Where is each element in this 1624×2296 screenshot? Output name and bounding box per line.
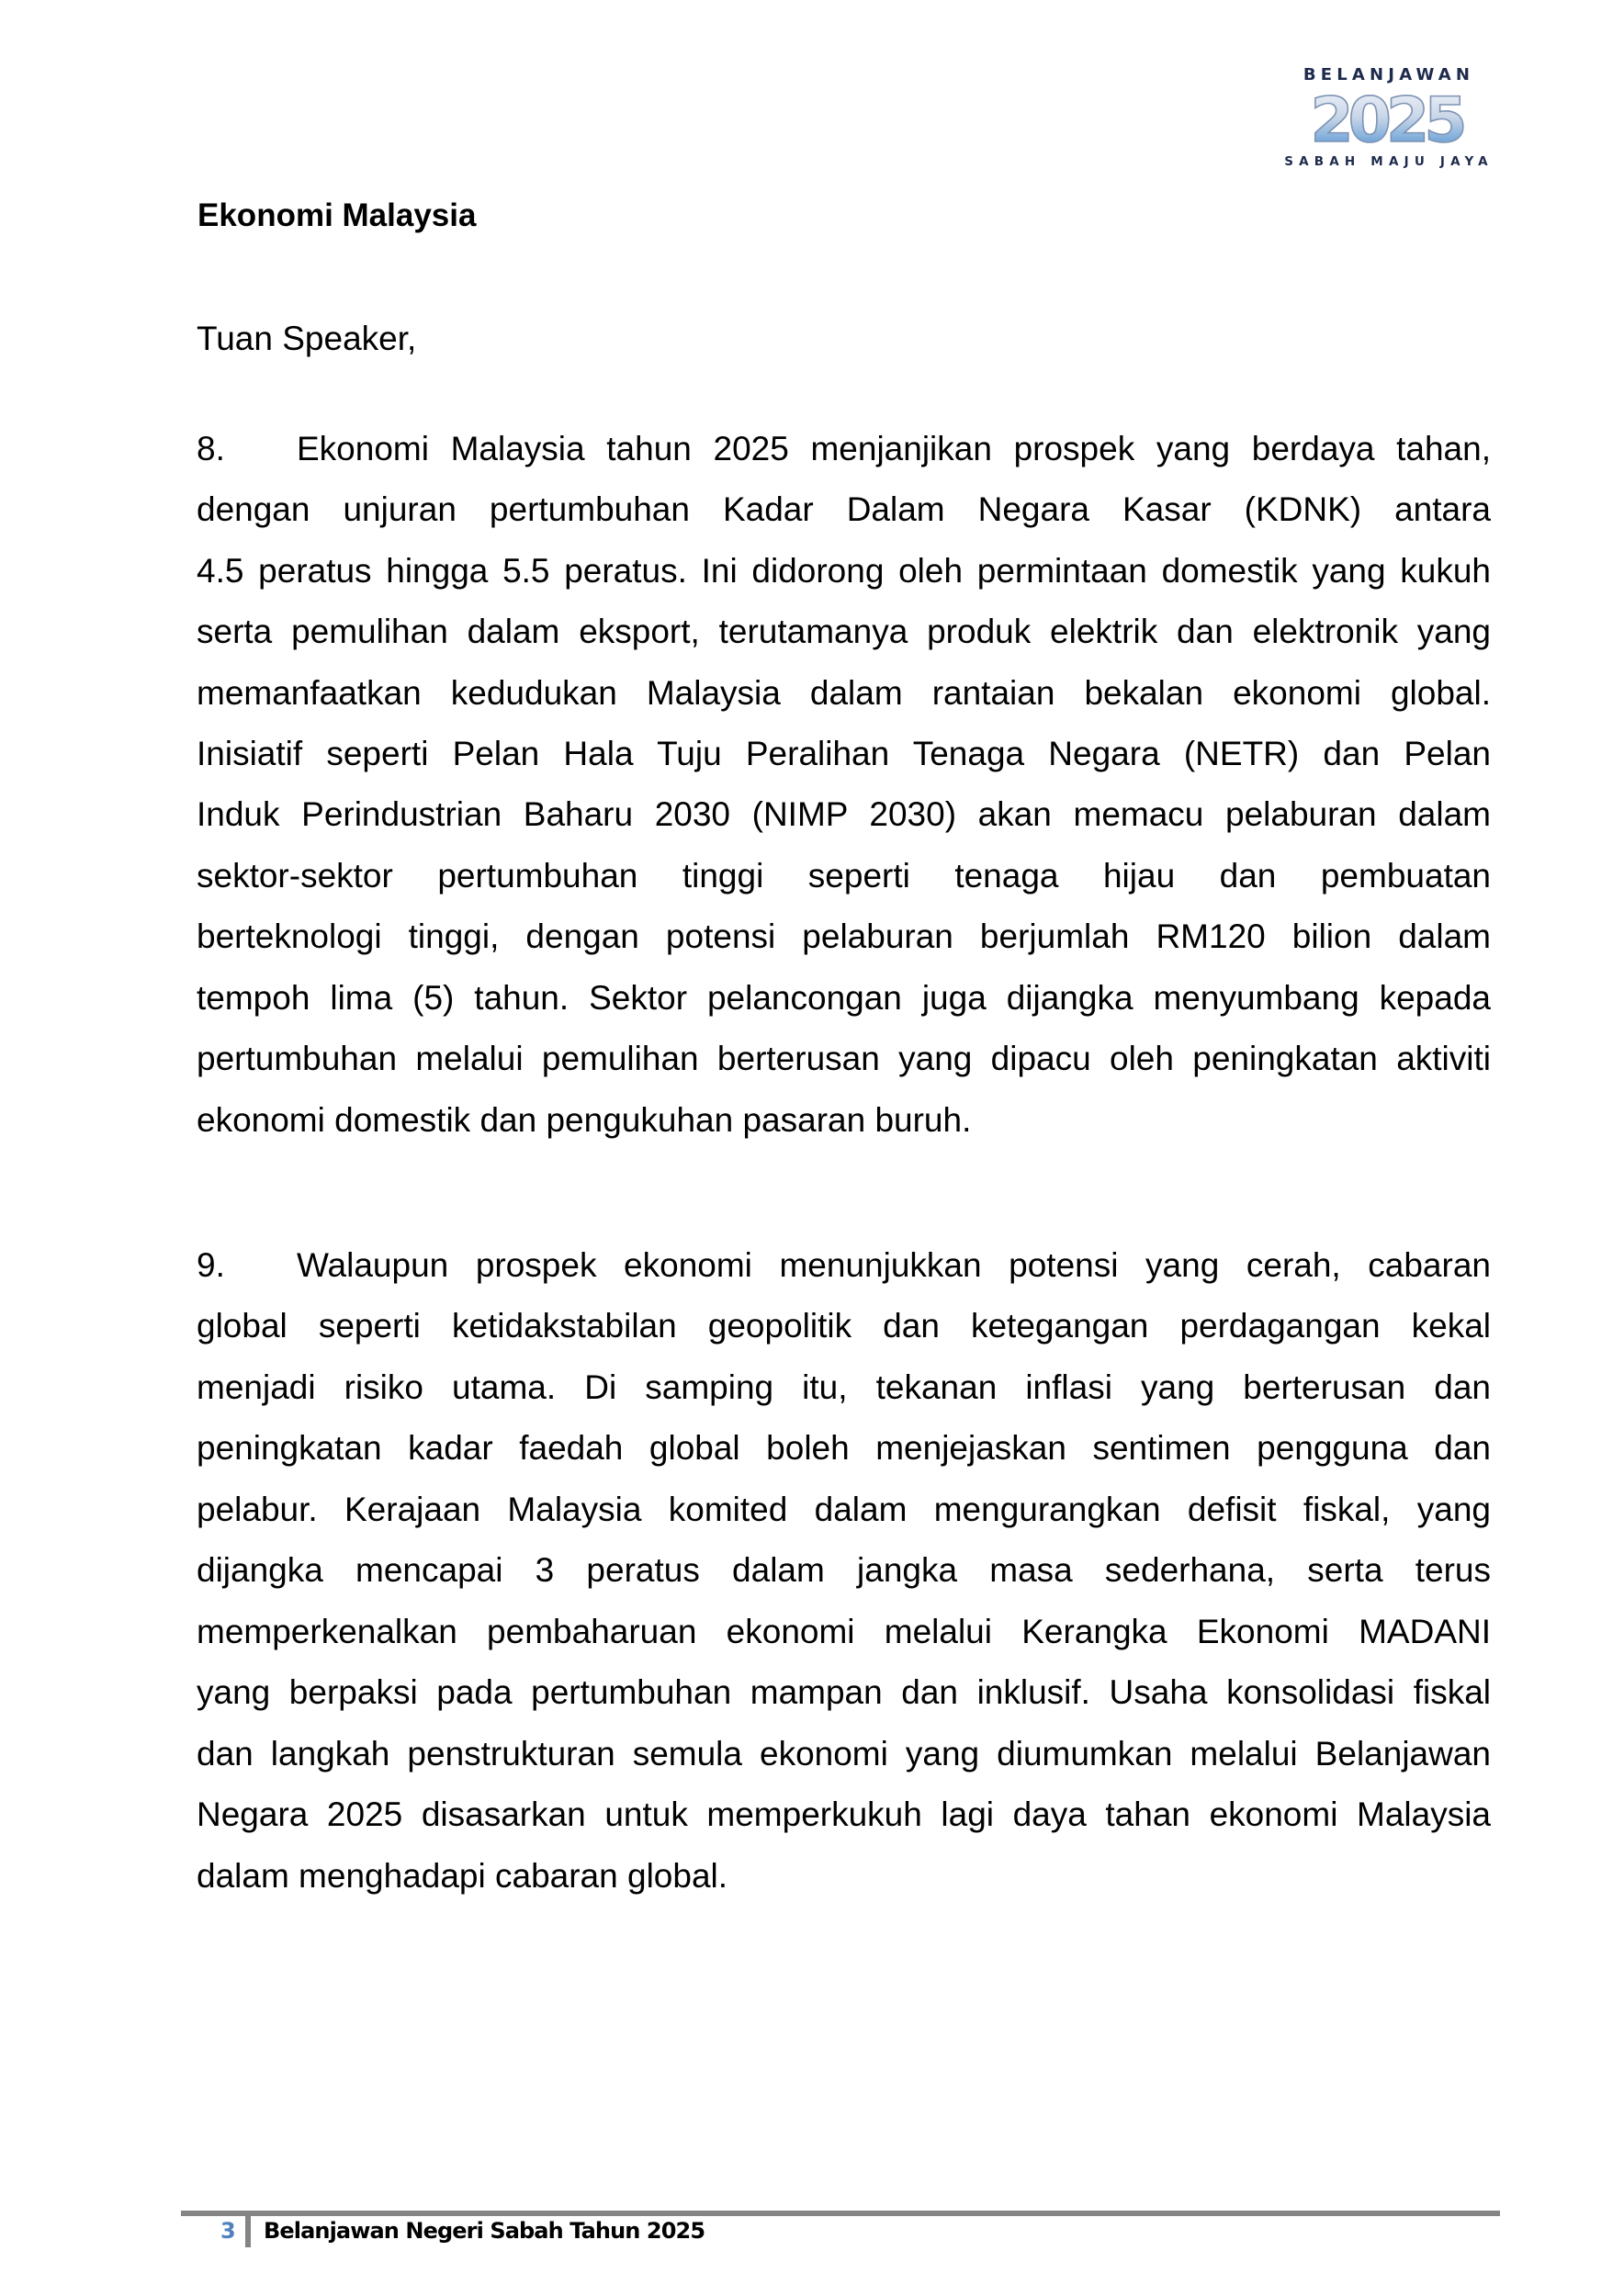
logo-year-graphic bbox=[1284, 92, 1488, 145]
footer-title: Belanjawan Negeri Sabah Tahun 2025 bbox=[264, 2218, 705, 2244]
paragraph-line: Ekonomi Malaysia tahun 2025 menjanjikan prospek yang berdaya tahan, bbox=[297, 430, 1491, 467]
paragraph-number: 8. bbox=[197, 430, 225, 467]
paragraph-line: Walaupun prospek ekonomi menunjukkan potensi yang cerah, cabaran bbox=[297, 1246, 1491, 1284]
paragraph-line: Inisiatif seperti Pelan Hala Tuju Peralihan Tenaga Negara (NETR) dan Pelan bbox=[197, 735, 1491, 772]
footer-rule bbox=[181, 2211, 1500, 2216]
logo-bottom-text: SABAH MAJU JAYA bbox=[1284, 154, 1494, 169]
paragraph-line: pertumbuhan melalui pemulihan berterusan yang dipacu oleh peningkatan aktiviti bbox=[197, 1040, 1491, 1077]
paragraph-line: Negara 2025 disasarkan untuk memperkukuh lagi daya tahan ekonomi Malaysia bbox=[197, 1795, 1491, 1833]
paragraph-line: dijangka mencapai 3 peratus dalam jangka masa sederhana, serta terus bbox=[197, 1551, 1491, 1589]
logo-year-text: 2025 bbox=[1310, 92, 1462, 145]
paragraph-line: global seperti ketidakstabilan geopolitik dan ketegangan perdagangan kekal bbox=[197, 1307, 1491, 1345]
section-heading: Ekonomi Malaysia bbox=[197, 197, 477, 233]
paragraph-line: sektor-sektor pertumbuhan tinggi seperti tenaga hijau dan pembuatan bbox=[197, 857, 1491, 895]
paragraph-line: tempoh lima (5) tahun. Sektor pelancongan juga dijangka menyumbang kepada bbox=[197, 979, 1491, 1017]
paragraph-line: dan langkah penstrukturan semula ekonomi yang diumumkan melalui Belanjawan bbox=[197, 1735, 1491, 1773]
page-number: 3 bbox=[220, 2218, 236, 2244]
paragraph-line: dalam menghadapi cabaran global. bbox=[197, 1857, 728, 1895]
paragraph-line: menjadi risiko utama. Di samping itu, tekanan inflasi yang berterusan dan bbox=[197, 1368, 1491, 1406]
salutation: Tuan Speaker, bbox=[197, 320, 417, 357]
belanjawan-2025-logo bbox=[1268, 61, 1508, 174]
paragraph-line: pelabur. Kerajaan Malaysia komited dalam mengurangkan defisit fiskal, yang bbox=[197, 1491, 1491, 1528]
footer-divider bbox=[245, 2211, 251, 2247]
paragraph-line: peningkatan kadar faedah global boleh menjejaskan sentimen pengguna dan bbox=[197, 1429, 1491, 1467]
paragraph-line: memanfaatkan kedudukan Malaysia dalam rantaian bekalan ekonomi global. bbox=[197, 674, 1491, 712]
paragraph-line: Induk Perindustrian Baharu 2030 (NIMP 2030) akan memacu pelaburan dalam bbox=[197, 795, 1491, 833]
paragraph-line: yang berpaksi pada pertumbuhan mampan dan inklusif. Usaha konsolidasi fiskal bbox=[197, 1673, 1491, 1711]
paragraph-line: ekonomi domestik dan pengukuhan pasaran buruh. bbox=[197, 1101, 972, 1139]
paragraph-line: 4.5 peratus hingga 5.5 peratus. Ini didorong oleh permintaan domestik yang kukuh bbox=[197, 552, 1491, 590]
paragraph-line: dengan unjuran pertumbuhan Kadar Dalam Negara Kasar (KDNK) antara bbox=[197, 490, 1491, 528]
logo-top-text: BELANJAWAN bbox=[1303, 65, 1475, 84]
paragraph-line: memperkenalkan pembaharuan ekonomi melalui Kerangka Ekonomi MADANI bbox=[197, 1613, 1491, 1650]
paragraph-number: 9. bbox=[197, 1246, 225, 1284]
paragraph-line: serta pemulihan dalam eksport, terutamanya produk elektrik dan elektronik yang bbox=[197, 613, 1491, 650]
paragraph-line: berteknologi tinggi, dengan potensi pelaburan berjumlah RM120 bilion dalam bbox=[197, 917, 1491, 955]
